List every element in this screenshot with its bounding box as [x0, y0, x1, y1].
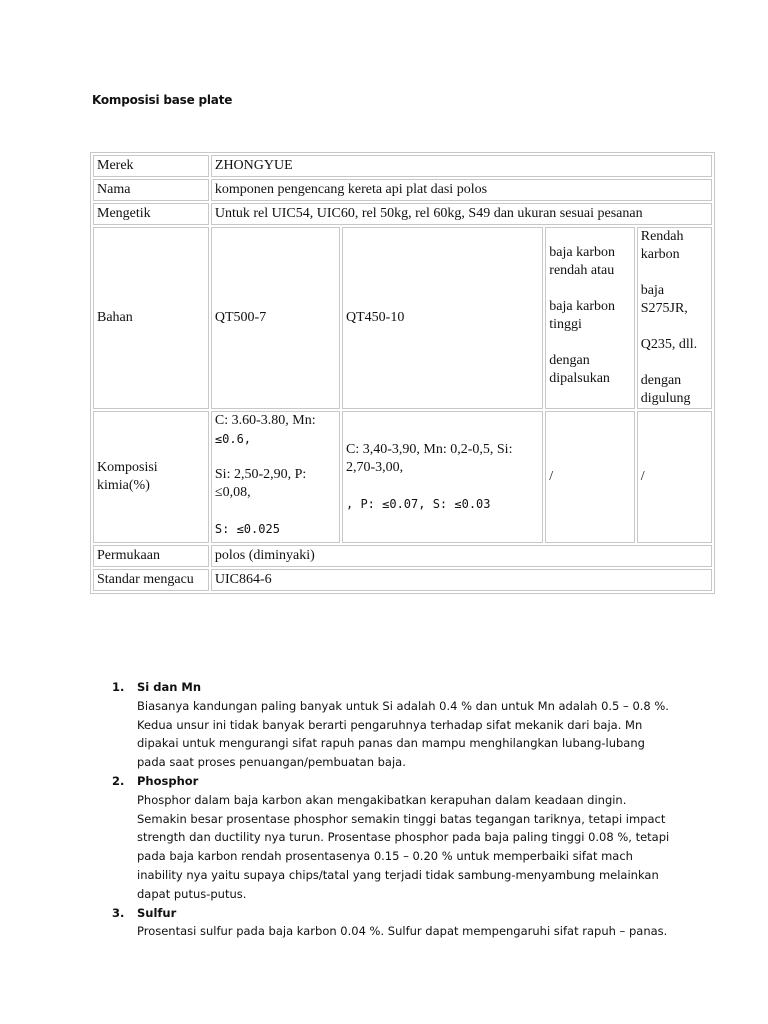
list-number: 3.	[112, 905, 125, 920]
cell-text: dengan digulung	[640, 373, 691, 406]
bahan-baja-karbon	[545, 227, 634, 409]
cell-text: ≤0,08,	[214, 485, 251, 500]
row-label-permukaan: Permukaan	[93, 545, 209, 567]
list-item	[112, 904, 672, 942]
row-label-nama: Nama	[93, 179, 209, 201]
cell-text: Q235, dll.	[640, 337, 698, 352]
komposisi-baja-karbon: /	[545, 411, 634, 543]
row-value-mengetik: Untuk rel UIC54, UIC60, rel 50kg, rel 60kg, S49 dan ukuran sesuai pesanan	[211, 203, 712, 225]
list-item	[112, 678, 672, 772]
cell-text: C: 3,40-3,90, Mn: 0,2-0,5, Si: 2,70-3,00,	[346, 442, 513, 475]
cell-text: dengan dipalsukan	[549, 353, 610, 386]
cell-text: Rendah karbon	[640, 229, 684, 262]
row-label-standar: Standar mengacu	[93, 569, 209, 591]
table-row	[93, 179, 712, 201]
cell-text: baja karbon rendah atau	[549, 245, 615, 278]
cell-text: baja S275JR,	[640, 283, 688, 316]
page-title: Komposisi base plate	[92, 93, 233, 107]
list-item-body: Phosphor dalam baja karbon akan mengakibatkan kerapuhan dalam keadaan dingin. Semakin besar prosentase phosphor semakin tinggi batas tegangan tariknya, tetapi impact strength dan ductility nya turun. Prosentase phosphor pada baja paling tinggi 0.08 %, tetapi pada baja karbon rendah prosentasenya 0.15 – 0.20 % untuk memperbaiki sifat mach inability nya yaitu supaya chips/tatal yang terjadi tidak sambung-menyambung melainkan dapat putus-putus.	[137, 792, 670, 901]
table-row	[93, 155, 712, 177]
row-label-mengetik: Mengetik	[93, 203, 209, 225]
row-label-merek: Merek	[93, 155, 209, 177]
numbered-list	[112, 678, 672, 941]
table-row	[93, 569, 712, 591]
table-row	[93, 545, 712, 567]
row-value-nama: komponen pengencang kereta api plat dasi polos	[211, 179, 712, 201]
row-value-standar: UIC864-6	[211, 569, 712, 591]
cell-text: baja karbon tinggi	[549, 299, 615, 332]
komposisi-qt450	[342, 411, 543, 543]
row-label-bahan: Bahan	[93, 227, 209, 409]
list-item-title: Sulfur	[137, 905, 177, 920]
bahan-qt500: QT500-7	[211, 227, 340, 409]
bahan-rendah-karbon	[637, 227, 712, 409]
cell-text: Si: 2,50-2,90, P:	[214, 467, 307, 482]
table-row	[93, 411, 712, 543]
row-value-merek: ZHONGYUE	[211, 155, 712, 177]
komposisi-rendah-karbon: /	[637, 411, 712, 543]
cell-text: , P: ≤0.07, S: ≤0.03	[346, 497, 491, 511]
list-number: 1.	[112, 680, 125, 694]
table-row	[93, 227, 712, 409]
list-item-body: Biasanya kandungan paling banyak untuk Si adalah 0.4 % dan untuk Mn adalah 0.5 – 0.8 %. Kedua unsur ini tidak banyak berarti pengaruhnya terhadap sifat mekanik dari baja. Mn dipakai untuk mengurangi sifat rapuh panas dan mampu menghilangkan lubang-lubang pada saat proses penuangan/pembuatan baja.	[137, 698, 669, 770]
cell-text: C: 3.60-3.80, Mn:	[214, 413, 316, 428]
list-item	[112, 772, 672, 904]
list-item-title: Phosphor	[137, 773, 199, 788]
list-number: 2.	[112, 773, 125, 788]
list-item-title: Si dan Mn	[137, 680, 202, 694]
cell-text: S: ≤0.025	[214, 522, 280, 536]
composition-table	[90, 152, 715, 594]
table-row	[93, 203, 712, 225]
list-item-body: Prosentasi sulfur pada baja karbon 0.04 %. Sulfur dapat mempengaruhi sifat rapuh – panas.	[137, 924, 668, 939]
cell-text: ≤0.6,	[214, 432, 252, 446]
bahan-qt450: QT450-10	[342, 227, 543, 409]
komposisi-qt500	[211, 411, 340, 543]
row-value-permukaan: polos (diminyaki)	[211, 545, 712, 567]
row-label-komposisi: Komposisi kimia(%)	[93, 411, 209, 543]
